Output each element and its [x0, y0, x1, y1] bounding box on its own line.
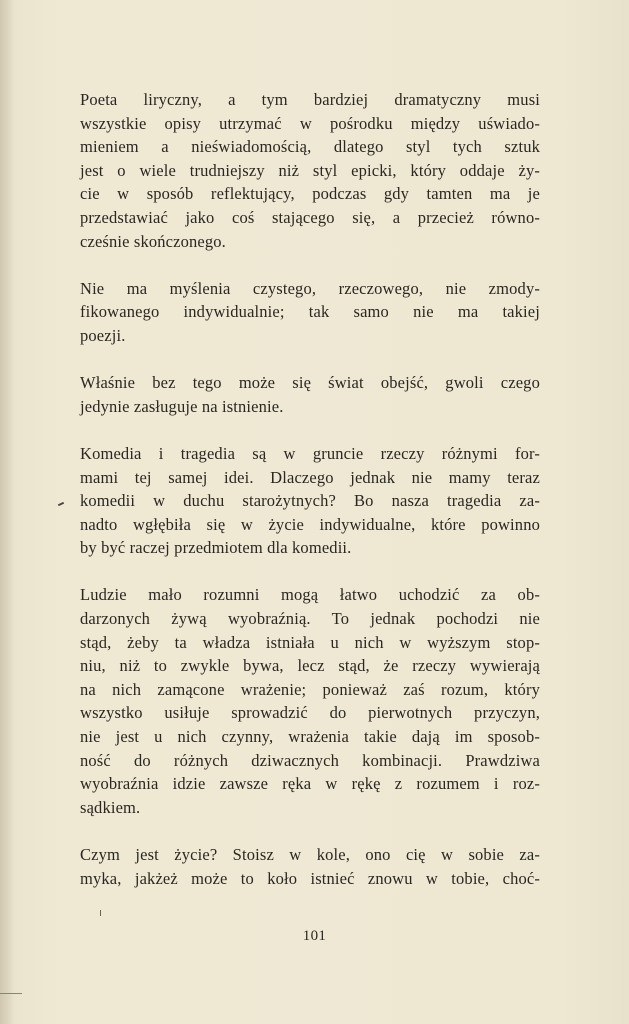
text-line: Nie ma myślenia czystego, rzeczowego, nie zmody-	[80, 278, 540, 298]
text-line: jest o wiele trudniejszy niż styl epicki, który oddaje ży-	[80, 160, 540, 180]
text-line: poezji.	[80, 325, 126, 345]
text-line: nadto wgłębiła się w życie indywidualne, które powinno	[80, 514, 540, 534]
text-line: cześnie skończonego.	[80, 231, 226, 251]
text-line: fikowanego indywidualnie; tak samo nie ma takiej	[80, 302, 540, 322]
text-line: Komedia i tragedia są w gruncie rzeczy różnymi for-	[80, 443, 540, 463]
text-line: na nich zamącone wrażenie; ponieważ zaś rozum, który	[80, 679, 540, 699]
text-line: nie jest u nich czynny, wrażenia takie dają im sposob-	[80, 727, 540, 747]
paragraph	[80, 277, 540, 348]
text-line: ność do różnych dziwacznych kombinacji. Prawdziwa	[80, 750, 540, 770]
text-line: myka, jakżeż może to koło istnieć znowu w tobie, choć-	[80, 868, 540, 888]
paragraph	[80, 442, 540, 560]
stray-pencil-mark	[100, 910, 101, 916]
body-text	[80, 88, 540, 914]
text-line: wyobraźnia idzie zawsze ręka w rękę z rozumem i roz-	[80, 774, 540, 794]
text-line: darzonych żywą wyobraźnią. To jednak pochodzi nie	[80, 609, 540, 629]
paragraph	[80, 583, 540, 819]
text-line: sądkiem.	[80, 797, 141, 817]
text-line: by być raczej przedmiotem dla komedii.	[80, 538, 352, 558]
text-line: Poeta liryczny, a tym bardziej dramatyczny musi	[80, 90, 540, 109]
text-line: przedstawiać jako coś stającego się, a przecież równo-	[80, 207, 540, 227]
paragraph	[80, 88, 540, 253]
page-edge-mark	[0, 993, 22, 994]
text-line: mami tej samej idei. Dlaczego jednak nie mamy teraz	[80, 467, 540, 487]
text-line: Czym jest życie? Stoisz w kole, ono cię w sobie za-	[80, 845, 540, 864]
text-line: cie w sposób reflektujący, podczas gdy tamten ma je	[80, 184, 540, 204]
paragraph	[80, 843, 540, 890]
margin-pencil-mark	[58, 502, 64, 506]
text-line: mieniem a nieświadomością, dlatego styl tych sztuk	[80, 137, 540, 157]
text-line: komedii w duchu starożytnych? Bo nasza tragedia za-	[80, 491, 540, 511]
page-gutter-shadow	[0, 0, 14, 1024]
text-line: wszystko usiłuje sprowadzić do pierwotnych przyczyn,	[80, 703, 540, 723]
page-number: 101	[302, 928, 327, 944]
text-line: jedynie zasługuje na istnienie.	[80, 396, 284, 416]
text-line: stąd, żeby ta władza istniała u nich w wyższym stop-	[80, 632, 540, 652]
text-line: wszystkie opisy utrzymać w pośrodku między uświado-	[80, 113, 540, 133]
text-line: Ludzie mało rozumni mogą łatwo uchodzić za ob-	[80, 585, 540, 605]
text-line: niu, niż to zwykle bywa, lecz stąd, że rzeczy wywierają	[80, 656, 540, 676]
paragraph	[80, 371, 540, 418]
text-line: Właśnie bez tego może się świat obejść, gwoli czego	[80, 373, 540, 393]
